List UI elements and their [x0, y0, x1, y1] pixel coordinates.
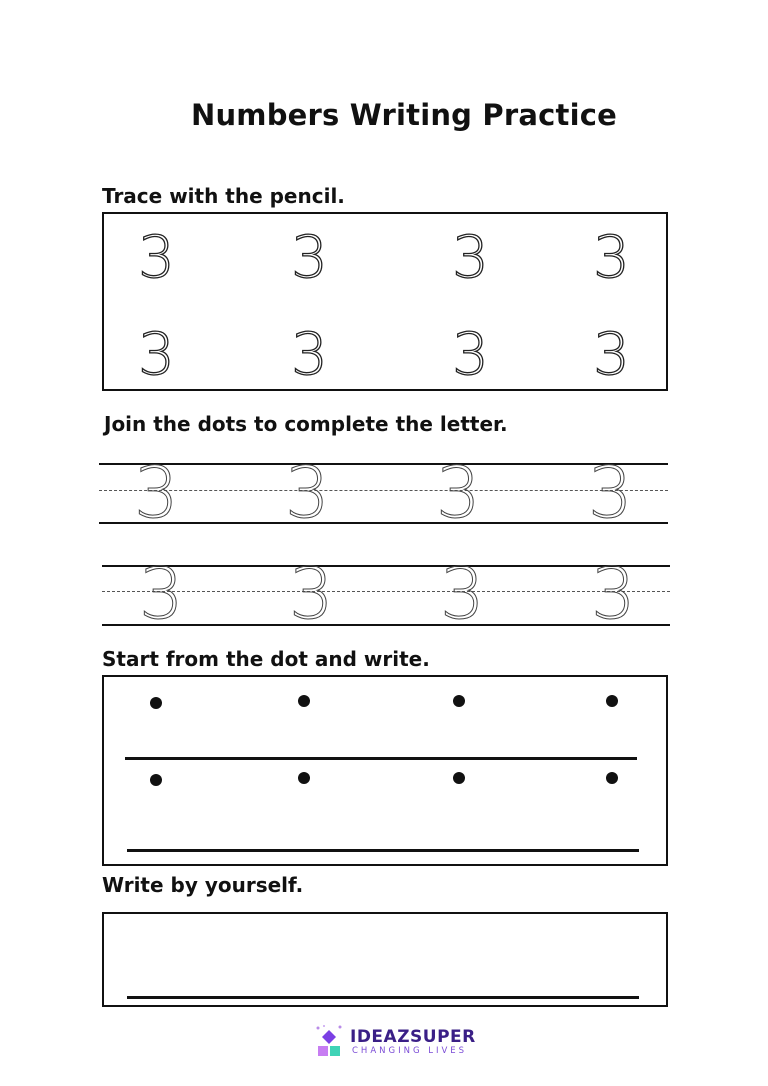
dotted-digit: 3	[440, 553, 485, 635]
start-dot	[606, 695, 618, 707]
write-box	[102, 912, 668, 1007]
writing-line	[125, 757, 637, 760]
guide-line-bottom	[99, 522, 668, 524]
guide-line-mid	[102, 591, 670, 592]
trace-digit: 3	[452, 223, 489, 291]
trace-digit: 3	[138, 320, 175, 388]
start-dot	[453, 695, 465, 707]
trace-digit: 3	[138, 223, 175, 291]
start-dot	[453, 772, 465, 784]
guide-line-bottom	[102, 624, 670, 626]
dotted-digit: 3	[436, 452, 481, 534]
start-dot	[298, 695, 310, 707]
guide-line-top	[99, 463, 668, 465]
start-box	[102, 675, 668, 866]
dotted-digit: 3	[591, 553, 636, 635]
writing-line	[127, 996, 639, 999]
start-dot	[298, 772, 310, 784]
dotted-digit: 3	[139, 553, 184, 635]
trace-digit: 3	[593, 320, 630, 388]
trace-digit: 3	[291, 320, 328, 388]
dotted-digit: 3	[285, 452, 330, 534]
logo-name: IDEAZSUPER	[350, 1027, 476, 1047]
trace-digit: 3	[452, 320, 489, 388]
trace-digit: 3	[291, 223, 328, 291]
section-write-heading: Write by yourself.	[102, 873, 304, 897]
section-start-heading: Start from the dot and write.	[102, 647, 430, 671]
start-dot	[150, 774, 162, 786]
dotted-digit: 3	[289, 553, 334, 635]
writing-line	[127, 849, 639, 852]
start-dot	[150, 697, 162, 709]
dotted-digit: 3	[134, 452, 179, 534]
section-join-heading: Join the dots to complete the letter.	[104, 412, 508, 436]
start-dot	[606, 772, 618, 784]
trace-box	[102, 212, 668, 391]
page-title: Numbers Writing Practice	[190, 98, 618, 132]
guide-line-top	[102, 565, 670, 567]
dotted-digit: 3	[588, 452, 633, 534]
logo-tagline: CHANGING LIVES	[352, 1046, 468, 1056]
guide-line-mid	[99, 490, 668, 491]
section-trace-heading: Trace with the pencil.	[102, 184, 345, 208]
trace-digit: 3	[593, 223, 630, 291]
logo-icon	[314, 1024, 344, 1058]
